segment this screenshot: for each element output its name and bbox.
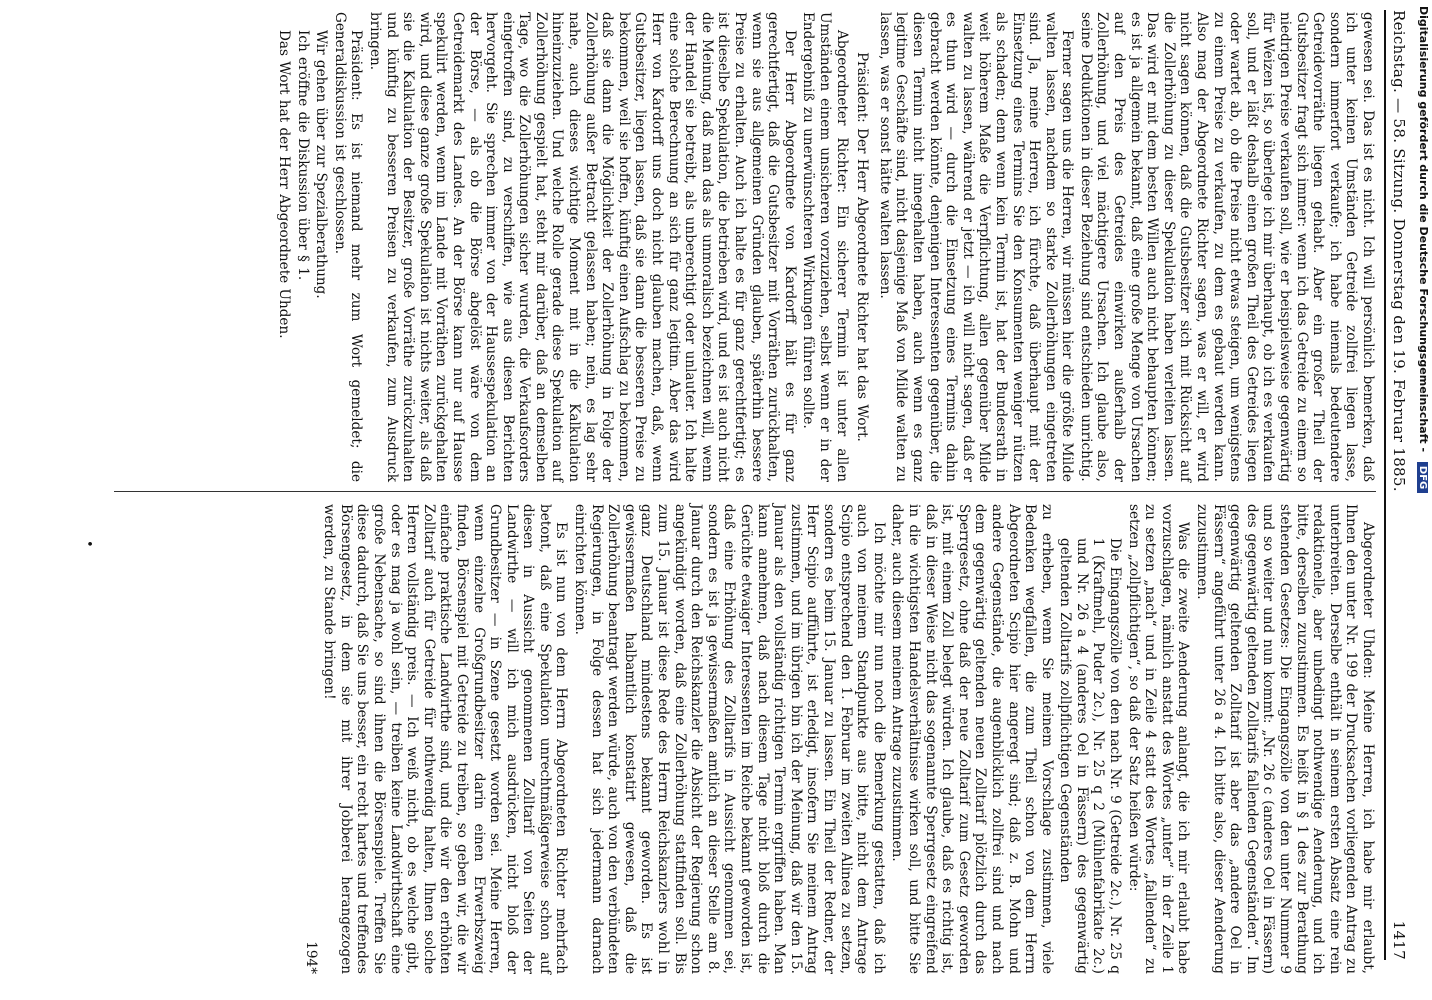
header-rule (1384, 10, 1386, 960)
paragraph: Abgeordneter Richter: Ein sicherer Termin ist unter allen Umständen einem unsicheren vorzuziehen, selbst wenn er in der Endergebniß zu unerwünschteren Wirkungen führen sollte. (800, 12, 850, 482)
paragraph: Der Herr Abgeordnete von Kardorff hält es für ganz gerechtfertigt, daß die Gutsbesitzer mit Vorräthen zurückhalten, wenn sie aus allgemeinen Gründen glauben, späterhin bessere Preise zu erhalten. Auch ich halte es für ganz gerechtfertigt; es ist dieselbe Spekulation, die betrieben wird, und es ist auch nicht die Meinung, daß man das als unmoralisch bezeichnen will, wenn der Handel sie betreibt, als unberechtigt oder unlauter. Ich halte eine solche Berechnung an sich für ganz legitim. Aber das wird Herr von Kardorff uns doch nicht glauben machen, daß, wenn Gutsbesitzer, liegen lassen, daß sie dann die besseren Preise zu bekommen, weil sie hoffen, künftig einen Aufschlag zu bekommen, daß sie dann die Möglichkeit der Zollerhöhung in Folge der Zollerhöhung außer Betracht gelassen haben; nein, es lag sehr nahe, auch dieses wichtige Moment mit in die Kalkulation hineinzuziehen. Und welche Rolle gerade diese Spekulation auf Zollerhöhung gespielt hat, steht mir darüber, daß an demselben Tage, wo die Zollerhöhungen sicher wurden, die Verkaufsorders eingetroffen sind, zu verschiffen, wie aus diesen Berichten hervorgeht. Sie sprechen immer von der Haussespekulation an der Börse, — als ob die Börse abgelöst wäre von dem Getreidemarkt des Landes. An der Börse kann nur auf Hausse spekulirt werden, wenn im Lande mit Vorräthen zurückgehalten wird, und diese ganze große Spekulation ist nichts weiter, als daß sie die Kalkulation der Besitzer, große Vorräthe zurückzuhalten und künftig zu besseren Preisen zu verkaufen, zum Ausdruck bringen. (366, 12, 798, 482)
paragraph: Abgeordneter Uhden: Meine Herren, ich habe mir erlaubt, Ihnen den unter Nr. 199 der Drucksachen vorliegenden Antrag zu unterbreiten. Derselbe enthält in seinem ersten Absatz eine rein redaktionelle, aber unbedingt nothwendige Aenderung, und ich bitte, derselben zuzustimmen. Es heißt in § 1 des zur Berathung stehenden Gesetzes: Die Eingangszölle von den unter Nummer 9 und so weiter und nun kommt: „Nr. 26 c (anderes Oel in Fässern) des gegenwärtig geltenden Zolltarifs fallenden Gegenständen“. Im gegenwärtig geltenden Zolltarif ist aber das „andere Oel in Fässern“ angeführt unter 26 a 4. Ich bitte also, dieser Aenderung zuzustimmen. (1194, 504, 1376, 974)
paragraph: gewesen sei. Das ist es nicht. Ich will persönlich bemerken, daß ich unter keinen Umständen Getreide zollfrei liegen lasse, sondern immerfort verkaufe; ich habe niemals bedeutendere Getreidevorräthe liegen gehabt. Aber ein großer Theil der Gutsbesitzer fragt sich immer: wenn ich das Getreide zu einem so niedrigen Preise verkaufen soll, wie er beispielsweise gegenwärtig für Weizen ist, so überlege ich mir überhaupt, ob ich es verkaufen soll, und er läßt deshalb einen großen Theil des Getreides liegen oder wartet ab, ob die Preise nicht etwas steigen, um wenigstens zu einem Preise zu verkaufen, zu dem es gebaut werden kann. Also mag der Abgeordnete Richter sagen, was er will, er wird nicht sagen können, daß die Gutsbesitzer sich mit Rücksicht auf die Zollerhöhung zu dieser Spekulation haben verleiten lassen. Das wird er mit dem besten Willen auch nicht behaupten können; es ist ja allgemein bekannt, daß eine große Menge von Ursachen auf den Preis des Getreides einwirken außerhalb der Zollerhöhung, und viel mächtigere Ursachen. Ich glaube also, seine Deduktionen in dieser Beziehung sind entschieden unrichtig. (1077, 12, 1376, 482)
paragraph: Ich möchte mir nun noch die Bemerkung gestatten, daß ich auch von meinem Standpunkte aus bitte, nicht dem Antrage Scipio entsprechend den 1. Februar im zweiten Alinea zu setzen, sondern es beim 15. Januar zu lassen. Ein Theil der Redner, der Herr Scipio aufführte, ist erledigt, insofern Sie meinem Antrag zustimmen, und im übrigen bin ich der Meinung, daß wir den 15. Januar als den vollständig richtigen Termin ergriffen haben. Man kann annehmen, daß nach diesem Tage nicht bloß durch die Gerüchte etwaiger Interessenten im Reiche bekannt geworden ist, daß eine Erhöhung des Zolltarifs in Aussicht genommen sei, sondern es ist ja gewissermaßen amtlich an dieser Stelle am 8. Januar durch den Reichskanzler die Absicht der Regierung schon angekündigt worden, daß eine Zollerhöhung stattfinden soll. Bis zum 15. Januar ist diese Rede des Herrn Reichskanzlers wohl in ganz Deutschland mindestens bekannt geworden. Es ist gewissermaßen halbamtlich konstatirt gewesen, daß die Zollerhöhung beantragt werden würde, auch von den verbündeten Regierungen, in Folge dessen hat sich jedermann darnach einrichten können. (572, 504, 887, 974)
column-divider (114, 491, 1376, 492)
footnote-mark: • (81, 540, 96, 548)
paragraph: Präsident: Der Herr Abgeordnete Richter hat das Wort. (854, 52, 871, 442)
paragraph: Wir gehen über zur Spezialberathung. (313, 30, 330, 299)
paragraph: Das Wort hat der Herr Abgeordnete Uhden. (276, 30, 292, 339)
paragraph: Präsident: Es ist niemand mehr zum Wort gemeldet; die Generaldiskussion ist geschlossen. (331, 12, 365, 482)
right-text-column (300, 504, 1376, 974)
paragraph: zu erheben, wenn Sie meinem Vorschlage zustimmen, viele Bedenken wegfallen, die zum Theil schon von dem Herrn Abgeordneten Scipio hier angeregt sind; daß z. B. Mohn und andere Gegenstände, die augenblicklich zollfrei sind und nach dem gegenwärtig geltenden neuen Zolltarif plötzlich durch das Sperrgesetz, ohne daß der neue Zolltarif zum Gesetz geworden ist, mit einem Zoll belegt würden. Ich glaube, daß es richtig ist, daß in dieser Weise nicht das sogenannte Sperrgesetz eingreifend in die wichtigsten Handelsverhältnisse wirken soll, und bitte Sie daher, auch diesem meinem Antrage zuzustimmen. (889, 504, 1055, 974)
dfg-logo: DFG (1417, 462, 1428, 493)
header-title: Reichstag. — 58. Sitzung. Donnerstag den 19. Februar 1885. (1390, 10, 1408, 492)
left-text-column (273, 12, 1376, 482)
paragraph: Ferner sagen uns die Herren, wir müssen hier die größte Milde walten lassen, nachdem so starke Zollerhöhungen eingetreten sind. Ja, meine Herren, ich fürchte, daß überhaupt mit der Einsetzung eines Termins Sie den Konsumenten weniger nützen als schaden; denn wenn kein Termin ist, hat der Bundesrath in weit höherem Maße die Verpflichtung, allen gegenüber Milde walten zu lassen, während er jetzt — ich will nicht sagen, daß er es thun wird — durch die Einsetzung eines Termins dahin gebracht werden könnte, denjenigen Interessenten gegenüber, die diesen Termin nicht innegehalten haben, auch wenn es ganz legitime Geschäfte sind, nicht dasjenige Maß von Milde walten zu lassen, was er sonst hätte walten lassen. (876, 12, 1076, 482)
paragraph: 194* (302, 941, 319, 974)
funding-note-text: Digitalisierung gefördert durch die Deutsche Forschungsgemeinschaft - (1417, 6, 1430, 453)
funding-note (1410, 6, 1430, 706)
page-number: 1417 (1390, 920, 1408, 960)
paragraph: Die Eingangszölle von den nach Nr. 9 (Getreide 2c.), Nr. 25 q 1 (Kraftmehl, Puder 2c.), Nr. 25 q 2 (Mühlenfabrikate 2c.) und Nr. 26 a 4 (anderes Oel in Fässern) des gegenwärtig geltenden Zolltarifs zollpflichtigen Gegenständen (1057, 538, 1124, 974)
paragraph: Was die zweite Aenderung anlangt, die ich mir erlaubt habe vorzuschlagen, nämlich anstatt des Wortes „unter“ in der Zeile 1 zu setzen „nach“ und in Zeile 4 statt des Wortes „fallenden“ zu setzen „zollpflichtigen“, so daß der Satz heißen würde: (1125, 504, 1192, 974)
paragraph: Es ist nun von dem Herrn Abgeordneten Richter mehrfach betont, daß eine Spekulation unrechtmäßigerweise schon auf diesen in Aussicht genommenen Zolltarif von Seiten der Landwirthe — will ich mich ausdrücken, nicht bloß der Grundbesitzer — in Szene gesetzt worden sei. Meine Herren, wenn einzelne Großgrundbesitzer darin einen Erwerbszweig finden, Börsenspiel mit Getreide zu treiben, so geben wir, die wir einfache praktische Landwirthe sind, und die wir den erhöhten Zolltarif auch für Getreide für nothwendig halten, Ihnen solche Herren vollständig preis. — Ich weiß nicht, ob es welche gibt, oder es mag ja wohl sein, — treiben keine Landwirthschaft eine große Nebensache, so sind ihnen die Börsenspiele. Treffen Sie diese dadurch, daß Sie uns besser, ein recht hartes und treffendes Börsengesetz, in dem sie mit ihrer Jobberei herangezogen werden, zu Stande bringen! (321, 504, 570, 974)
paragraph: Ich eröffne die Diskussion über § 1. (294, 30, 311, 281)
